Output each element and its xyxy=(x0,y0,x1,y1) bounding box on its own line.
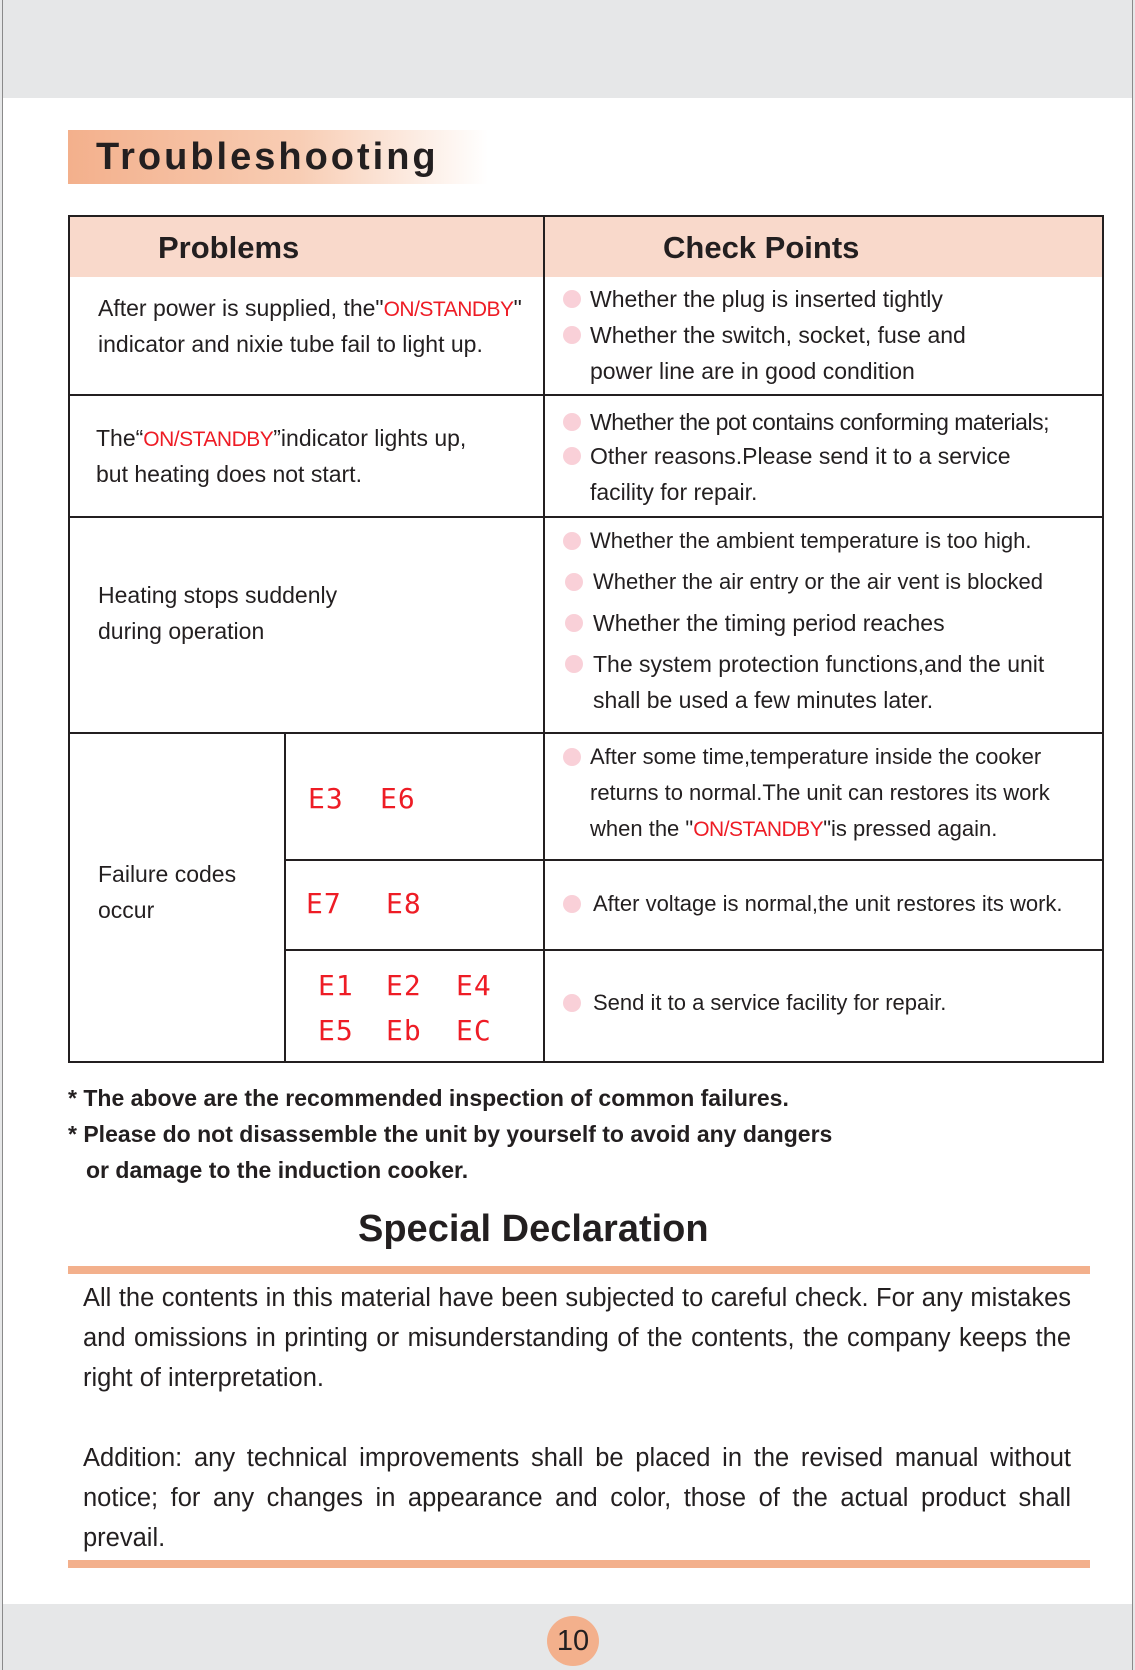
check-1-1: Whether the plug is inserted tightly xyxy=(590,286,943,312)
bullet-icon xyxy=(563,532,581,550)
check-1-2: Whether the switch, socket, fuse and xyxy=(590,322,966,348)
problem-3-line-2: during operation xyxy=(98,618,265,644)
note-1: * The above are the recommended inspection of common failures. xyxy=(68,1085,789,1111)
bullet-icon xyxy=(563,994,581,1012)
table-border-left xyxy=(68,215,70,1063)
bullet-icon xyxy=(563,290,581,308)
failure-divider-1 xyxy=(284,859,1104,861)
code-e4: E4 xyxy=(456,969,492,1002)
failure-label-line-1: Failure codes xyxy=(98,861,237,887)
code-e1: E1 xyxy=(318,969,354,1002)
declaration-rule-top xyxy=(68,1266,1090,1274)
row-divider-3 xyxy=(68,732,1104,734)
note-2: * Please do not disassemble the unit by yourself to avoid any dangers xyxy=(68,1121,833,1147)
bullet-icon xyxy=(565,655,583,673)
check-3-3: Whether the timing period reaches xyxy=(593,610,945,636)
bullet-icon xyxy=(563,748,581,766)
on-standby-label: ON/STANDBY xyxy=(693,818,824,841)
declaration-paragraph-2: Addition: any technical improvements shall be placed in the revised manual without notice; for any changes in appearance and color, those of the actual product shall prevail. xyxy=(83,1444,1071,1552)
section-title-banner xyxy=(68,130,488,184)
header-problems: Problems xyxy=(158,230,300,265)
check-4-2: returns to normal.The unit can restores its work xyxy=(590,780,1050,805)
section-title: Troubleshooting xyxy=(96,136,439,178)
check-3-2: Whether the air entry or the air vent is blocked xyxy=(593,569,1043,594)
problem-1-line-1 xyxy=(98,290,522,328)
problem-1-text-b: " xyxy=(513,295,522,321)
problem-2-line-2: but heating does not start. xyxy=(96,461,362,487)
check-1-3: power line are in good condition xyxy=(590,358,915,384)
check-5-1: After voltage is normal,the unit restores its work. xyxy=(593,891,1063,916)
failure-label-line-2: occur xyxy=(98,897,155,923)
check-4-1: After some time,temperature inside the cooker xyxy=(590,744,1042,769)
bullet-icon xyxy=(565,573,583,591)
bullet-icon xyxy=(565,614,583,632)
header-check-points: Check Points xyxy=(663,230,860,265)
problem-2-line-1 xyxy=(96,420,466,458)
top-band xyxy=(3,0,1132,98)
failure-divider-2 xyxy=(284,949,1104,951)
bullet-icon xyxy=(563,413,581,431)
manual-page xyxy=(2,0,1133,1670)
code-eb: Eb xyxy=(386,1014,422,1047)
table-border-right xyxy=(1102,215,1104,1063)
check-4-3-text-a: when the " xyxy=(590,816,694,841)
bullet-icon xyxy=(563,326,581,344)
table-column-divider xyxy=(543,215,545,1063)
problem-1-text-a: After power is supplied, the" xyxy=(98,295,384,321)
check-6-1: Send it to a service facility for repair. xyxy=(593,990,947,1015)
code-ec: EC xyxy=(456,1014,492,1047)
check-2-1: Whether the pot contains conforming materials; xyxy=(590,409,1049,435)
failure-subcolumn-divider xyxy=(284,732,286,1063)
code-e6: E6 xyxy=(380,782,416,815)
check-3-5: shall be used a few minutes later. xyxy=(593,687,934,713)
check-4-3-text-b: "is pressed again. xyxy=(823,816,998,841)
problem-2-text-a: The“ xyxy=(96,425,144,451)
check-2-2: Other reasons.Please send it to a service xyxy=(590,443,1011,469)
code-e2: E2 xyxy=(386,969,422,1002)
bullet-icon xyxy=(563,895,581,913)
check-3-1: Whether the ambient temperature is too high. xyxy=(590,528,1032,553)
check-4-3 xyxy=(590,811,997,848)
declaration-rule-bottom xyxy=(68,1560,1090,1568)
code-e8: E8 xyxy=(386,887,422,920)
code-e7: E7 xyxy=(306,887,342,920)
declaration-title: Special Declaration xyxy=(358,1208,709,1250)
page-number-badge: 10 xyxy=(547,1616,599,1666)
on-standby-label: ON/STANDBY xyxy=(383,298,514,321)
check-3-4: The system protection functions,and the unit xyxy=(593,651,1045,677)
troubleshooting-table xyxy=(68,215,1104,1063)
code-e3: E3 xyxy=(308,782,344,815)
note-3: or damage to the induction cooker. xyxy=(86,1157,469,1183)
check-2-3: facility for repair. xyxy=(590,479,758,505)
code-e5: E5 xyxy=(318,1014,354,1047)
table-border-bottom xyxy=(68,1061,1104,1063)
problem-3-line-1: Heating stops suddenly xyxy=(98,582,338,608)
bullet-icon xyxy=(563,447,581,465)
row-divider-1 xyxy=(68,394,1104,396)
row-divider-2 xyxy=(68,516,1104,518)
problem-1-line-2: indicator and nixie tube fail to light up. xyxy=(98,331,483,357)
on-standby-label: ON/STANDBY xyxy=(143,428,274,451)
problem-2-text-b: ”indicator lights up, xyxy=(273,425,467,451)
declaration-paragraph-1: All the contents in this material have been subjected to careful check. For any mistakes and omissions in printing or misunderstanding of the contents, the company keeps the right of interpretation. xyxy=(83,1284,1071,1392)
inspection-notes xyxy=(68,1080,832,1188)
table-border-top xyxy=(68,215,1104,217)
